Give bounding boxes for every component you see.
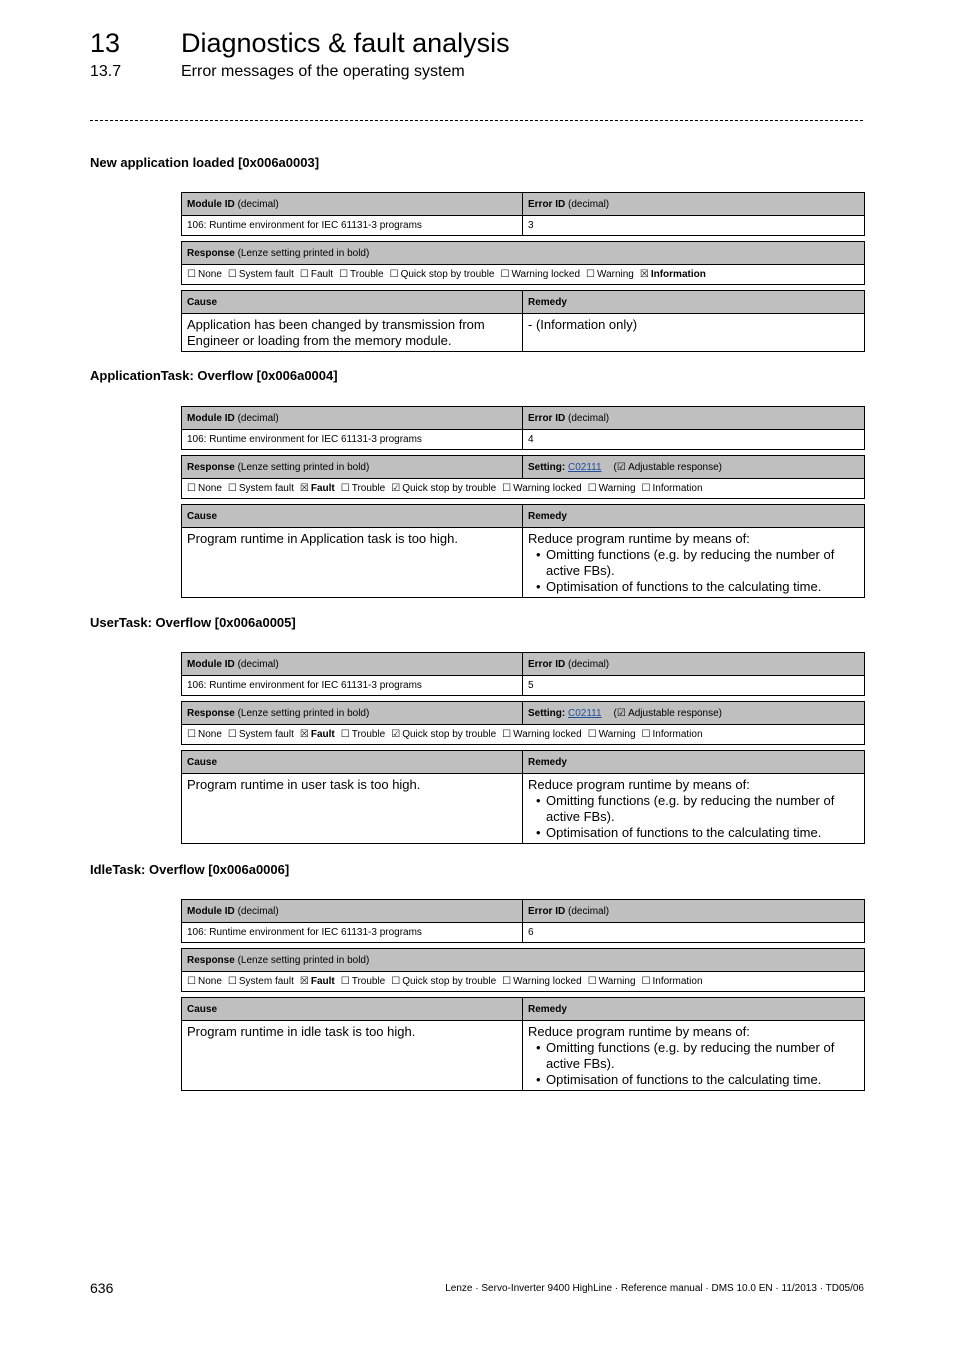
remedy-label: Remedy: [528, 1003, 567, 1015]
response-note: (Lenze setting printed in bold): [237, 461, 370, 473]
remedy-header: [523, 751, 865, 774]
response-option: [228, 976, 294, 987]
cause-remedy-row: [182, 774, 865, 844]
checkbox-icon: ☐: [502, 976, 512, 987]
error-title: ApplicationTask: Overflow [0x006a0004]: [90, 368, 338, 383]
response-option: [228, 483, 294, 494]
option-label: Warning: [598, 483, 636, 494]
response-option: [642, 729, 703, 740]
cause-remedy-table: [181, 997, 865, 1091]
remedy-cell: [523, 314, 865, 352]
error-id-header: [523, 900, 865, 923]
checkbox-icon: ☐: [227, 483, 237, 494]
id-value-row: [182, 923, 865, 943]
checkbox-icon: ☐: [502, 729, 512, 740]
setting-header: [523, 702, 865, 725]
error-title: UserTask: Overflow [0x006a0005]: [90, 615, 296, 630]
response-note: (Lenze setting printed in bold): [237, 707, 370, 719]
response-header: [182, 242, 865, 265]
option-label: Warning locked: [513, 976, 582, 987]
option-label: Quick stop by trouble: [400, 269, 495, 280]
response-header-row: [182, 949, 865, 972]
checkbox-icon: ☐: [586, 269, 595, 280]
response-option: [300, 483, 335, 494]
decimal-label: (decimal): [237, 412, 279, 424]
module-id-label: Module ID: [187, 198, 235, 210]
checkbox-icon: ☐: [587, 483, 597, 494]
cause-remedy-row: [182, 528, 865, 598]
cause-header: [182, 998, 523, 1021]
response-label: Response: [187, 461, 235, 473]
checkbox-icon: ☐: [587, 729, 597, 740]
response-options-row: [182, 725, 865, 745]
response-table: [181, 455, 865, 499]
checkbox-icon: ☐: [299, 269, 309, 280]
cause-text: Application has been changed by transmission from Engineer or loading from the memory module.: [182, 314, 523, 352]
checkbox-icon: ☐: [187, 729, 196, 740]
option-label: Warning locked: [513, 729, 582, 740]
response-option: [341, 729, 386, 740]
remedy-intro: Reduce program runtime by means of:: [528, 531, 750, 546]
remedy-item: • Omitting functions (e.g. by reducing the number of active FBs).: [536, 793, 859, 825]
checkbox-icon: ☒: [299, 729, 309, 740]
decimal-label: (decimal): [568, 198, 610, 210]
id-header-row: [182, 407, 865, 430]
response-options: [182, 265, 865, 285]
module-id-label: Module ID: [187, 412, 235, 424]
response-header: [182, 456, 523, 479]
checkbox-icon: ☐: [227, 729, 237, 740]
response-note: (Lenze setting printed in bold): [237, 954, 370, 966]
id-table: [181, 652, 865, 696]
chapter-title: Diagnostics & fault analysis: [181, 28, 510, 58]
cause-remedy-header-row: [182, 505, 865, 528]
checkbox-icon: ☒: [639, 269, 649, 280]
setting-label: Setting:: [528, 461, 566, 473]
decimal-label: (decimal): [568, 412, 610, 424]
response-table: [181, 948, 865, 992]
cause-header: [182, 505, 523, 528]
cause-remedy-row: [182, 1021, 865, 1091]
module-id-header: [182, 900, 523, 923]
remedy-item: • Omitting functions (e.g. by reducing the number of active FBs).: [536, 547, 859, 579]
error-id-header: [523, 653, 865, 676]
response-header-row: [182, 702, 865, 725]
checkbox-icon: ☐: [227, 269, 237, 280]
cause-text: Program runtime in idle task is too high.: [182, 1021, 523, 1091]
id-header-row: [182, 900, 865, 923]
cause-text: Program runtime in Application task is too high.: [182, 528, 523, 598]
cause-remedy-table: [181, 290, 865, 352]
option-label: None: [197, 269, 222, 280]
option-label: Information: [650, 269, 706, 280]
remedy-item: • Optimisation of functions to the calculating time.: [536, 825, 859, 841]
response-option: [300, 729, 335, 740]
remedy-cell: [523, 528, 865, 598]
checkbox-icon: ☐: [340, 976, 350, 987]
response-option: [502, 976, 582, 987]
response-options-row: [182, 265, 865, 285]
error-block: [181, 899, 864, 1096]
remedy-header: [523, 291, 865, 314]
response-option: [586, 269, 634, 280]
module-id-label: Module ID: [187, 658, 235, 670]
module-value: 106: Runtime environment for IEC 61131-3 programs: [182, 216, 523, 236]
response-option: [642, 976, 703, 987]
response-options: [182, 479, 865, 499]
setting-header: [523, 456, 865, 479]
response-option: [588, 976, 636, 987]
module-id-label: Module ID: [187, 905, 235, 917]
cause-text: Program runtime in user task is too high.: [182, 774, 523, 844]
id-value-row: [182, 430, 865, 450]
option-label: System fault: [238, 729, 294, 740]
error-title: New application loaded [0x006a0003]: [90, 155, 320, 170]
checkbox-icon: ☐: [500, 269, 510, 280]
cause-label: Cause: [187, 296, 218, 308]
error-block: [181, 652, 864, 849]
option-label: Warning: [597, 269, 634, 280]
header-divider: [90, 120, 863, 121]
setting-code-link[interactable]: C02111: [568, 707, 602, 719]
response-option: [642, 483, 703, 494]
response-options-row: [182, 479, 865, 499]
module-id-header: [182, 653, 523, 676]
response-option: [391, 976, 496, 987]
module-id-header: [182, 193, 523, 216]
checkbox-icon: ☐: [227, 976, 237, 987]
error-id-value: 5: [523, 676, 865, 696]
option-label: Trouble: [351, 729, 386, 740]
remedy-cell: [523, 1021, 865, 1091]
option-label: System fault: [238, 483, 294, 494]
setting-code-link[interactable]: C02111: [568, 461, 602, 473]
response-options-row: [182, 972, 865, 992]
checkbox-icon: ☑: [391, 483, 401, 494]
option-label: Quick stop by trouble: [402, 483, 497, 494]
error-title: IdleTask: Overflow [0x006a0006]: [90, 862, 290, 877]
id-value-row: [182, 216, 865, 236]
cause-remedy-header-row: [182, 751, 865, 774]
module-value: 106: Runtime environment for IEC 61131-3 programs: [182, 923, 523, 943]
remedy-header: [523, 505, 865, 528]
option-label: System fault: [238, 269, 294, 280]
response-option: [339, 269, 384, 280]
option-label: Fault: [310, 269, 334, 280]
adjustable-note: (☑ Adjustable response): [613, 707, 723, 719]
decimal-label: (decimal): [237, 658, 279, 670]
remedy-header: [523, 998, 865, 1021]
checkbox-icon: ☐: [187, 269, 196, 280]
module-value: 106: Runtime environment for IEC 61131-3 programs: [182, 676, 523, 696]
response-option: [228, 269, 294, 280]
option-label: Trouble: [351, 976, 386, 987]
checkbox-icon: ☐: [641, 729, 651, 740]
cause-remedy-header-row: [182, 998, 865, 1021]
checkbox-icon: ☒: [299, 483, 309, 494]
response-option: [502, 483, 582, 494]
remedy-list: [528, 793, 859, 841]
response-option: [187, 976, 222, 987]
cause-remedy-table: [181, 750, 865, 844]
id-header-row: [182, 653, 865, 676]
remedy-list: [528, 1040, 859, 1088]
remedy-list: [528, 547, 859, 595]
option-label: Warning locked: [511, 269, 581, 280]
cause-label: Cause: [187, 756, 218, 768]
error-id-value: 4: [523, 430, 865, 450]
decimal-label: (decimal): [568, 658, 610, 670]
setting-label: Setting:: [528, 707, 566, 719]
response-option: [341, 976, 386, 987]
error-id-label: Error ID: [528, 412, 566, 424]
checkbox-icon: ☐: [502, 483, 512, 494]
checkbox-icon: ☐: [187, 976, 196, 987]
cause-remedy-header-row: [182, 291, 865, 314]
remedy-intro: - (Information only): [528, 317, 638, 332]
decimal-label: (decimal): [568, 905, 610, 917]
error-id-value: 6: [523, 923, 865, 943]
cause-remedy-table: [181, 504, 865, 598]
error-block: [181, 406, 864, 603]
response-options: [182, 972, 865, 992]
error-id-header: [523, 193, 865, 216]
checkbox-icon: ☐: [339, 269, 349, 280]
cause-remedy-row: [182, 314, 865, 352]
error-id-label: Error ID: [528, 658, 566, 670]
id-table: [181, 406, 865, 450]
response-option: [228, 729, 294, 740]
remedy-intro: Reduce program runtime by means of:: [528, 1024, 750, 1039]
remedy-label: Remedy: [528, 296, 567, 308]
module-id-header: [182, 407, 523, 430]
response-option: [588, 729, 636, 740]
option-label: Warning locked: [513, 483, 582, 494]
option-label: Fault: [310, 483, 335, 494]
response-label: Response: [187, 247, 235, 259]
response-option: [640, 269, 706, 280]
response-table: [181, 701, 865, 745]
id-table: [181, 899, 865, 943]
footer-text: Lenze · Servo-Inverter 9400 HighLine · Reference manual · DMS 10.0 EN · 11/2013 · TD05/06: [445, 1283, 864, 1294]
response-option: [187, 269, 222, 280]
response-option: [390, 269, 495, 280]
cause-label: Cause: [187, 510, 218, 522]
option-label: Quick stop by trouble: [402, 976, 497, 987]
cause-header: [182, 291, 523, 314]
option-label: None: [197, 483, 222, 494]
response-option: [588, 483, 636, 494]
checkbox-icon: ☐: [641, 483, 651, 494]
cause-label: Cause: [187, 1003, 218, 1015]
checkbox-icon: ☐: [391, 976, 401, 987]
option-label: Quick stop by trouble: [402, 729, 497, 740]
response-note: (Lenze setting printed in bold): [237, 247, 370, 259]
checkbox-icon: ☐: [340, 483, 350, 494]
remedy-cell: [523, 774, 865, 844]
error-id-label: Error ID: [528, 198, 566, 210]
checkbox-icon: ☐: [587, 976, 597, 987]
checkbox-icon: ☐: [641, 976, 651, 987]
response-option: [391, 483, 496, 494]
response-option: [187, 729, 222, 740]
decimal-label: (decimal): [237, 198, 279, 210]
option-label: Information: [652, 729, 703, 740]
response-table: [181, 241, 865, 285]
checkbox-icon: ☒: [299, 976, 309, 987]
id-value-row: [182, 676, 865, 696]
checkbox-icon: ☑: [391, 729, 401, 740]
remedy-label: Remedy: [528, 510, 567, 522]
response-option: [502, 729, 582, 740]
response-option: [341, 483, 386, 494]
response-header: [182, 949, 865, 972]
option-label: System fault: [238, 976, 294, 987]
response-label: Response: [187, 954, 235, 966]
response-option: [300, 976, 335, 987]
option-label: Trouble: [350, 269, 384, 280]
response-option: [391, 729, 496, 740]
remedy-item: • Optimisation of functions to the calculating time.: [536, 579, 859, 595]
checkbox-icon: ☐: [340, 729, 350, 740]
option-label: Warning: [598, 976, 636, 987]
response-label: Response: [187, 707, 235, 719]
id-table: [181, 192, 865, 236]
checkbox-icon: ☐: [187, 483, 196, 494]
option-label: Information: [652, 976, 703, 987]
response-header: [182, 702, 523, 725]
option-label: Warning: [598, 729, 636, 740]
error-id-label: Error ID: [528, 905, 566, 917]
response-option: [501, 269, 581, 280]
page-number: 636: [90, 1280, 114, 1296]
checkbox-icon: ☐: [389, 269, 399, 280]
section-number: 13.7: [90, 63, 122, 80]
chapter-number: 13: [90, 28, 121, 58]
response-option: [300, 269, 333, 280]
remedy-item: • Optimisation of functions to the calculating time.: [536, 1072, 859, 1088]
response-options: [182, 725, 865, 745]
cause-header: [182, 751, 523, 774]
adjustable-note: (☑ Adjustable response): [613, 461, 723, 473]
error-id-header: [523, 407, 865, 430]
id-header-row: [182, 193, 865, 216]
option-label: Fault: [310, 976, 335, 987]
module-value: 106: Runtime environment for IEC 61131-3 programs: [182, 430, 523, 450]
remedy-item: • Omitting functions (e.g. by reducing the number of active FBs).: [536, 1040, 859, 1072]
option-label: Trouble: [351, 483, 386, 494]
response-header-row: [182, 456, 865, 479]
option-label: None: [197, 976, 222, 987]
option-label: None: [197, 729, 222, 740]
section-title: Error messages of the operating system: [181, 63, 465, 80]
response-header-row: [182, 242, 865, 265]
option-label: Information: [652, 483, 703, 494]
remedy-intro: Reduce program runtime by means of:: [528, 777, 750, 792]
error-block: [181, 192, 864, 357]
response-option: [187, 483, 222, 494]
decimal-label: (decimal): [237, 905, 279, 917]
remedy-label: Remedy: [528, 756, 567, 768]
error-id-value: 3: [523, 216, 865, 236]
option-label: Fault: [310, 729, 335, 740]
